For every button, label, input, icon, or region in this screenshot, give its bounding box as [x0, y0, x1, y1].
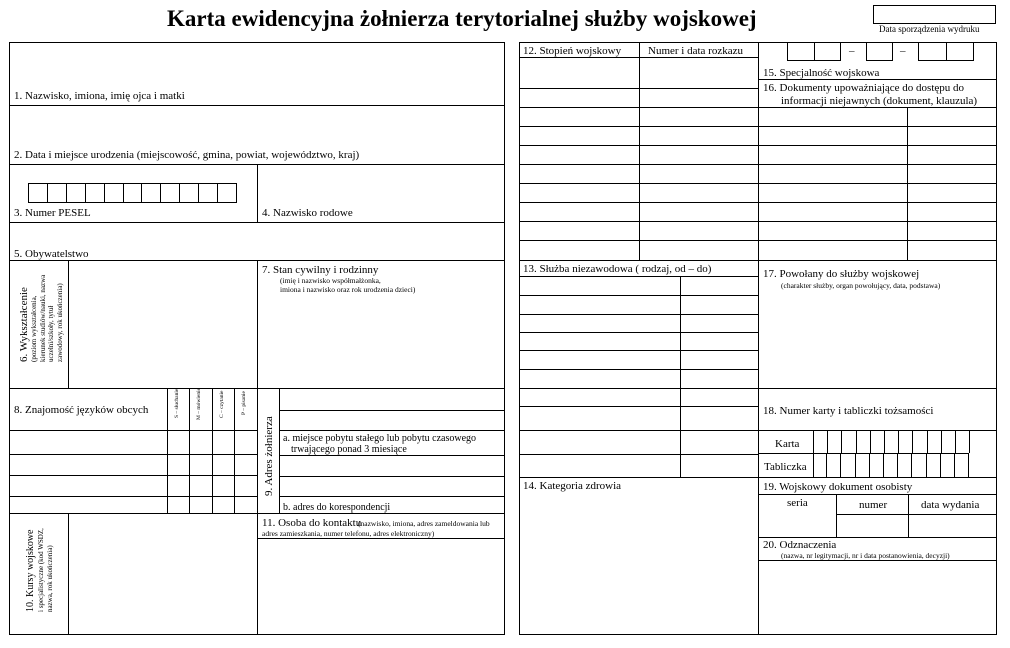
- field-10-label: 10. Kursy wojskowe: [25, 529, 36, 612]
- field-6-label: 6. Wykształcenie: [18, 287, 30, 362]
- field-9a-line1: a. miejsce pobytu stałego lub pobytu czasowego: [283, 433, 477, 444]
- field-7-sub-1: (imię i nazwisko współmałżonka,: [280, 276, 381, 285]
- field-11-sub-1: (nazwisko, imiona, adres zameldowania lub: [358, 519, 490, 528]
- field-20-label: 20. Odznaczenia: [763, 539, 837, 551]
- field-2-label: 2. Data i miejsce urodzenia (miejscowość, gmina, powiat, województwo, kraj): [14, 149, 360, 161]
- field-6-sub: (poziom wykształcenia, kierunek studiów/nauki, nazwa uczelni/szkoły, tytuł zawodowy, rok ukończenia): [30, 274, 64, 362]
- print-date-label: Data sporządzenia wydruku: [879, 24, 980, 34]
- field-13-label: 13. Służba niezawodowa ( rodzaj, od – do): [523, 263, 712, 275]
- field-16-line1: 16. Dokumenty upoważniające do dostępu do: [763, 82, 965, 94]
- field-14-label: 14. Kategoria zdrowia: [523, 480, 622, 492]
- field-17-label: 17. Powołany do służby wojskowej: [763, 268, 920, 280]
- field-10-sub: i specjalistyczne (kod WSDZ, nazwa, rok ukończenia): [37, 528, 54, 612]
- doc-col-numer: numer: [859, 499, 888, 511]
- tag-number-input[interactable]: [813, 454, 969, 477]
- date-box-day[interactable]: [787, 42, 841, 61]
- date-sep-1: –: [849, 45, 855, 57]
- print-date-field[interactable]: [873, 5, 996, 24]
- form-title: Karta ewidencyjna żołnierza terytorialnej służby wojskowej: [167, 6, 757, 31]
- field-20-sub: (nazwa, nr legitymacji, nr i data postanowienia, decyzji): [781, 551, 950, 560]
- lang-col-m: M – mówienie: [196, 387, 202, 420]
- field-19-label: 19. Wojskowy dokument osobisty: [763, 481, 913, 493]
- tag-label: Tabliczka: [764, 461, 807, 473]
- date-box-month[interactable]: [866, 42, 893, 61]
- field-16-line2: informacji niejawnych (dokument, klauzula): [781, 95, 978, 107]
- card-number-input[interactable]: [813, 430, 970, 453]
- field-11-sub-2: adres zamieszkania, numer telefonu, adres elektroniczny): [262, 529, 435, 538]
- card-label: Karta: [775, 438, 800, 450]
- field-11-label: 11. Osoba do kontaktu: [262, 517, 362, 529]
- field-15-label: 15. Specjalność wojskowa: [763, 67, 880, 79]
- field-12-label: 12. Stopień wojskowy: [523, 45, 622, 57]
- date-sep-2: –: [900, 45, 906, 57]
- field-9b-label: b. adres do korespondencji: [283, 502, 391, 513]
- field-9a-line2: trwającego ponad 3 miesiące: [291, 444, 407, 455]
- lang-col-p: P – pisanie: [241, 391, 247, 415]
- field-17-sub: (charakter służby, organ powołujący, data, podstawa): [781, 281, 941, 290]
- field-8-label: 8. Znajomość języków obcych: [14, 404, 149, 416]
- field-7-sub-2: imiona i nazwisko oraz rok urodzenia dzieci): [280, 285, 416, 294]
- date-box-year[interactable]: [918, 42, 974, 61]
- field-18-label: 18. Numer karty i tabliczki tożsamości: [763, 405, 934, 417]
- field-7-label: 7. Stan cywilny i rodzinny: [262, 264, 379, 276]
- field-5-label: 5. Obywatelstwo: [14, 248, 89, 260]
- lang-col-c: C – czytanie: [219, 390, 225, 418]
- doc-col-seria: seria: [787, 497, 808, 509]
- field-1-label: 1. Nazwisko, imiona, imię ojca i matki: [14, 90, 185, 102]
- field-4-label: 4. Nazwisko rodowe: [262, 207, 353, 219]
- lang-col-s: S – słuchanie: [174, 388, 180, 418]
- field-9-label: 9. Adres żołnierza: [263, 416, 275, 496]
- field-3-label: 3. Numer PESEL: [14, 207, 91, 219]
- pesel-input[interactable]: [28, 183, 237, 203]
- field-12-col2: Numer i data rozkazu: [648, 45, 743, 57]
- doc-col-data: data wydania: [921, 499, 980, 511]
